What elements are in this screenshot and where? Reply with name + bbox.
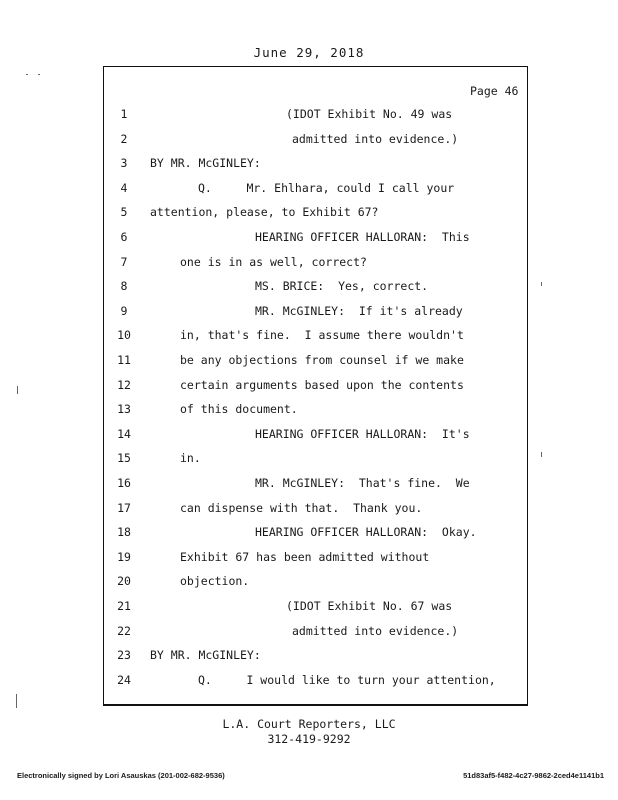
transcript-line [0, 624, 618, 648]
line-number: 8 [120, 279, 128, 294]
transcript-line [0, 673, 618, 697]
scan-speck [541, 282, 542, 286]
transcript-date: June 29, 2018 [253, 45, 365, 60]
transcript-line [0, 451, 618, 475]
transcript-line [0, 255, 618, 279]
transcript-line [0, 353, 618, 377]
line-number: 18 [117, 525, 131, 540]
line-text: in. [180, 451, 201, 466]
transcript-line [0, 476, 618, 500]
line-text: admitted into evidence.) [292, 623, 459, 638]
transcript-line [0, 525, 618, 549]
line-text: of this document. [180, 402, 298, 417]
line-number: 4 [120, 180, 128, 195]
transcript-line [0, 427, 618, 451]
line-text: one is in as well, correct? [180, 254, 367, 269]
line-number: 23 [117, 648, 131, 663]
transcript-line [0, 230, 618, 254]
court-reporter-firm: L.A. Court Reporters, LLC [222, 717, 396, 731]
document-hash: 51d83af5-f482-4c27-9862-2ced4e1141b1 [463, 771, 604, 780]
line-text: in, that's fine. I assume there wouldn't [180, 328, 464, 343]
line-text: Exhibit 67 has been admitted without [180, 549, 430, 564]
line-number: 12 [117, 377, 131, 392]
line-number: 7 [120, 254, 128, 269]
scan-speck [17, 386, 18, 394]
line-text: admitted into evidence.) [292, 131, 459, 146]
line-text: HEARING OFFICER HALLORAN: This [255, 230, 470, 244]
transcript-line [0, 550, 618, 574]
line-text: Q. I would like to turn your attention, [198, 672, 496, 687]
transcript-line [0, 599, 618, 623]
line-text: MR. McGINLEY: That's fine. We [255, 476, 470, 490]
line-number: 5 [120, 205, 128, 220]
transcript-line [0, 156, 618, 180]
transcript-line [0, 378, 618, 402]
page-number: Page 46 [470, 84, 519, 98]
line-text: objection. [180, 574, 250, 589]
line-text: be any objections from counsel if we make [180, 353, 464, 367]
transcript-line [0, 648, 618, 672]
transcript-line [0, 574, 618, 598]
line-text: BY MR. McGINLEY: [150, 156, 261, 171]
line-text: certain arguments based upon the contents [180, 377, 464, 392]
transcript-line [0, 181, 618, 205]
line-number: 6 [120, 230, 128, 244]
line-number: 20 [117, 574, 131, 589]
scan-speck [26, 74, 28, 75]
transcript-line [0, 402, 618, 426]
line-number: 3 [120, 156, 128, 171]
line-number: 17 [117, 500, 131, 515]
line-number: 14 [117, 426, 131, 441]
line-number: 15 [117, 451, 131, 466]
line-text: MR. McGINLEY: If it's already [255, 303, 463, 318]
line-number: 21 [117, 599, 131, 613]
line-text: can dispense with that. Thank you. [180, 500, 423, 515]
line-text: (IDOT Exhibit No. 67 was [286, 599, 453, 613]
line-number: 22 [117, 623, 131, 638]
transcript-line [0, 132, 618, 156]
transcript-line [0, 107, 618, 131]
line-number: 1 [120, 107, 128, 121]
line-text: BY MR. McGINLEY: [150, 648, 261, 663]
line-number: 16 [117, 476, 131, 490]
scan-speck [16, 694, 17, 708]
court-reporter-phone: 312-419-9292 [267, 732, 351, 746]
line-text: HEARING OFFICER HALLORAN: It's [255, 426, 470, 441]
transcript-line [0, 279, 618, 303]
transcript-line [0, 304, 618, 328]
transcript-line [0, 328, 618, 352]
scan-speck [541, 452, 542, 457]
line-text: Q. Mr. Ehlhara, could I call your [198, 180, 455, 195]
line-number: 24 [117, 672, 131, 687]
transcript-line [0, 501, 618, 525]
line-text: MS. BRICE: Yes, correct. [255, 279, 429, 294]
line-number: 19 [117, 549, 131, 564]
transcript-line [0, 205, 618, 229]
line-number: 13 [117, 402, 131, 417]
scan-speck [38, 74, 40, 75]
electronic-signature-note: Electronically signed by Lori Asauskas (201-002-682-9536) [17, 771, 225, 780]
line-text: HEARING OFFICER HALLORAN: Okay. [255, 525, 477, 540]
line-text: attention, please, to Exhibit 67? [150, 205, 379, 220]
line-number: 9 [120, 303, 128, 318]
line-number: 11 [117, 353, 131, 367]
line-number: 10 [117, 328, 131, 343]
line-text: (IDOT Exhibit No. 49 was [286, 107, 453, 121]
line-number: 2 [120, 131, 128, 146]
